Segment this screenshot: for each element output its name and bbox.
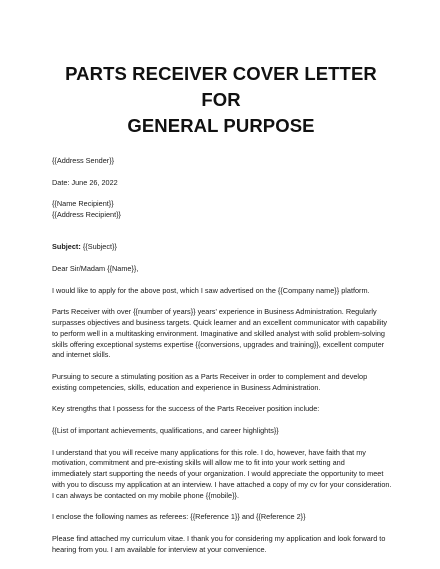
paragraph-experience bbox=[52, 307, 390, 361]
subject-label: Subject: bbox=[52, 242, 81, 252]
name-recipient: {{Name Recipient}} bbox=[52, 199, 114, 209]
text-line: Please find attached my curriculum vitae. I thank you for considering my application and look forward to bbox=[52, 533, 386, 543]
text-line: Key strengths that I possess for the success of the Parts Receiver position include: bbox=[52, 404, 320, 414]
text-line: I would like to apply for the above post, which I saw advertised on the {{Company name}} platform. bbox=[52, 285, 370, 295]
spacer bbox=[52, 253, 390, 264]
text-line: I enclose the following names as referees: {{Reference 1}} and {{Reference 2}} bbox=[52, 512, 306, 522]
letter-date: Date: June 26, 2022 bbox=[52, 177, 118, 187]
spacer bbox=[52, 188, 390, 199]
spacer bbox=[52, 221, 390, 232]
text-line: I can always be contacted on my mobile phone {{mobile}}. bbox=[52, 490, 240, 500]
text-line: motivation, commitment and pre-existing skills will allow me to fit into your work setting and bbox=[52, 458, 345, 468]
text-line: and internet skills. bbox=[52, 350, 111, 360]
salutation: Dear Sir/Madam {{Name}}, bbox=[52, 263, 139, 273]
spacer bbox=[52, 437, 390, 448]
text-line: surpasses objectives and business targets. Quick learner and an excellent communicator with capability bbox=[52, 317, 388, 327]
paragraph-intro bbox=[52, 286, 390, 297]
spacer bbox=[52, 523, 390, 534]
paragraph-strengths bbox=[52, 404, 390, 415]
text-line: hearing from you. I am available for interview at your convenience. bbox=[52, 544, 267, 554]
text-line: existing competencies, skills, education and experience in Business Administration. bbox=[52, 382, 321, 392]
spacer bbox=[52, 296, 390, 307]
text-line: immediately start supporting the needs of your organization. I would appreciate the opportunity to meet bbox=[52, 469, 384, 479]
spacer bbox=[52, 275, 390, 286]
address-sender: {{Address Sender}} bbox=[52, 156, 115, 165]
text-line: Parts Receiver with over {{number of years}} years' experience in Business Administration. Regularly bbox=[52, 307, 377, 317]
title-line-2: GENERAL PURPOSE bbox=[127, 115, 315, 136]
subject-line bbox=[52, 242, 390, 253]
spacer bbox=[52, 361, 390, 372]
subject-value: {{Subject}} bbox=[80, 242, 117, 252]
paragraph-achievements bbox=[52, 426, 390, 437]
paragraph-motivation bbox=[52, 448, 390, 502]
text-line: with you to discuss my application at an interview. I have attached a copy of my cv for your consideration. bbox=[52, 479, 392, 489]
text-line: skills offering exceptional systems expertise {{conversions, upgrades and training}}, excellent computer bbox=[52, 339, 385, 349]
spacer bbox=[52, 502, 390, 513]
spacer bbox=[52, 167, 390, 178]
text-line: {{List of important achievements, qualifications, and career highlights}} bbox=[52, 425, 279, 435]
title-line-1: PARTS RECEIVER COVER LETTER FOR bbox=[65, 63, 377, 110]
paragraph-objective bbox=[52, 372, 390, 394]
page-title bbox=[52, 61, 390, 139]
text-line: I understand that you will receive many applications for this role. I do, however, have faith that my bbox=[52, 447, 366, 457]
spacer bbox=[52, 415, 390, 426]
text-line: Pursuing to secure a stimulating position as a Parts Receiver in order to complement and develop bbox=[52, 371, 368, 381]
paragraph-closing bbox=[52, 534, 390, 556]
spacer bbox=[52, 232, 390, 243]
address-recipient: {{Address Recipient}} bbox=[52, 209, 121, 219]
text-line: to perform well in a multitasking environment. Imaginative and skilled analyst with solid problem-solving bbox=[52, 328, 385, 338]
spacer bbox=[52, 394, 390, 405]
paragraph-referees bbox=[52, 512, 390, 523]
